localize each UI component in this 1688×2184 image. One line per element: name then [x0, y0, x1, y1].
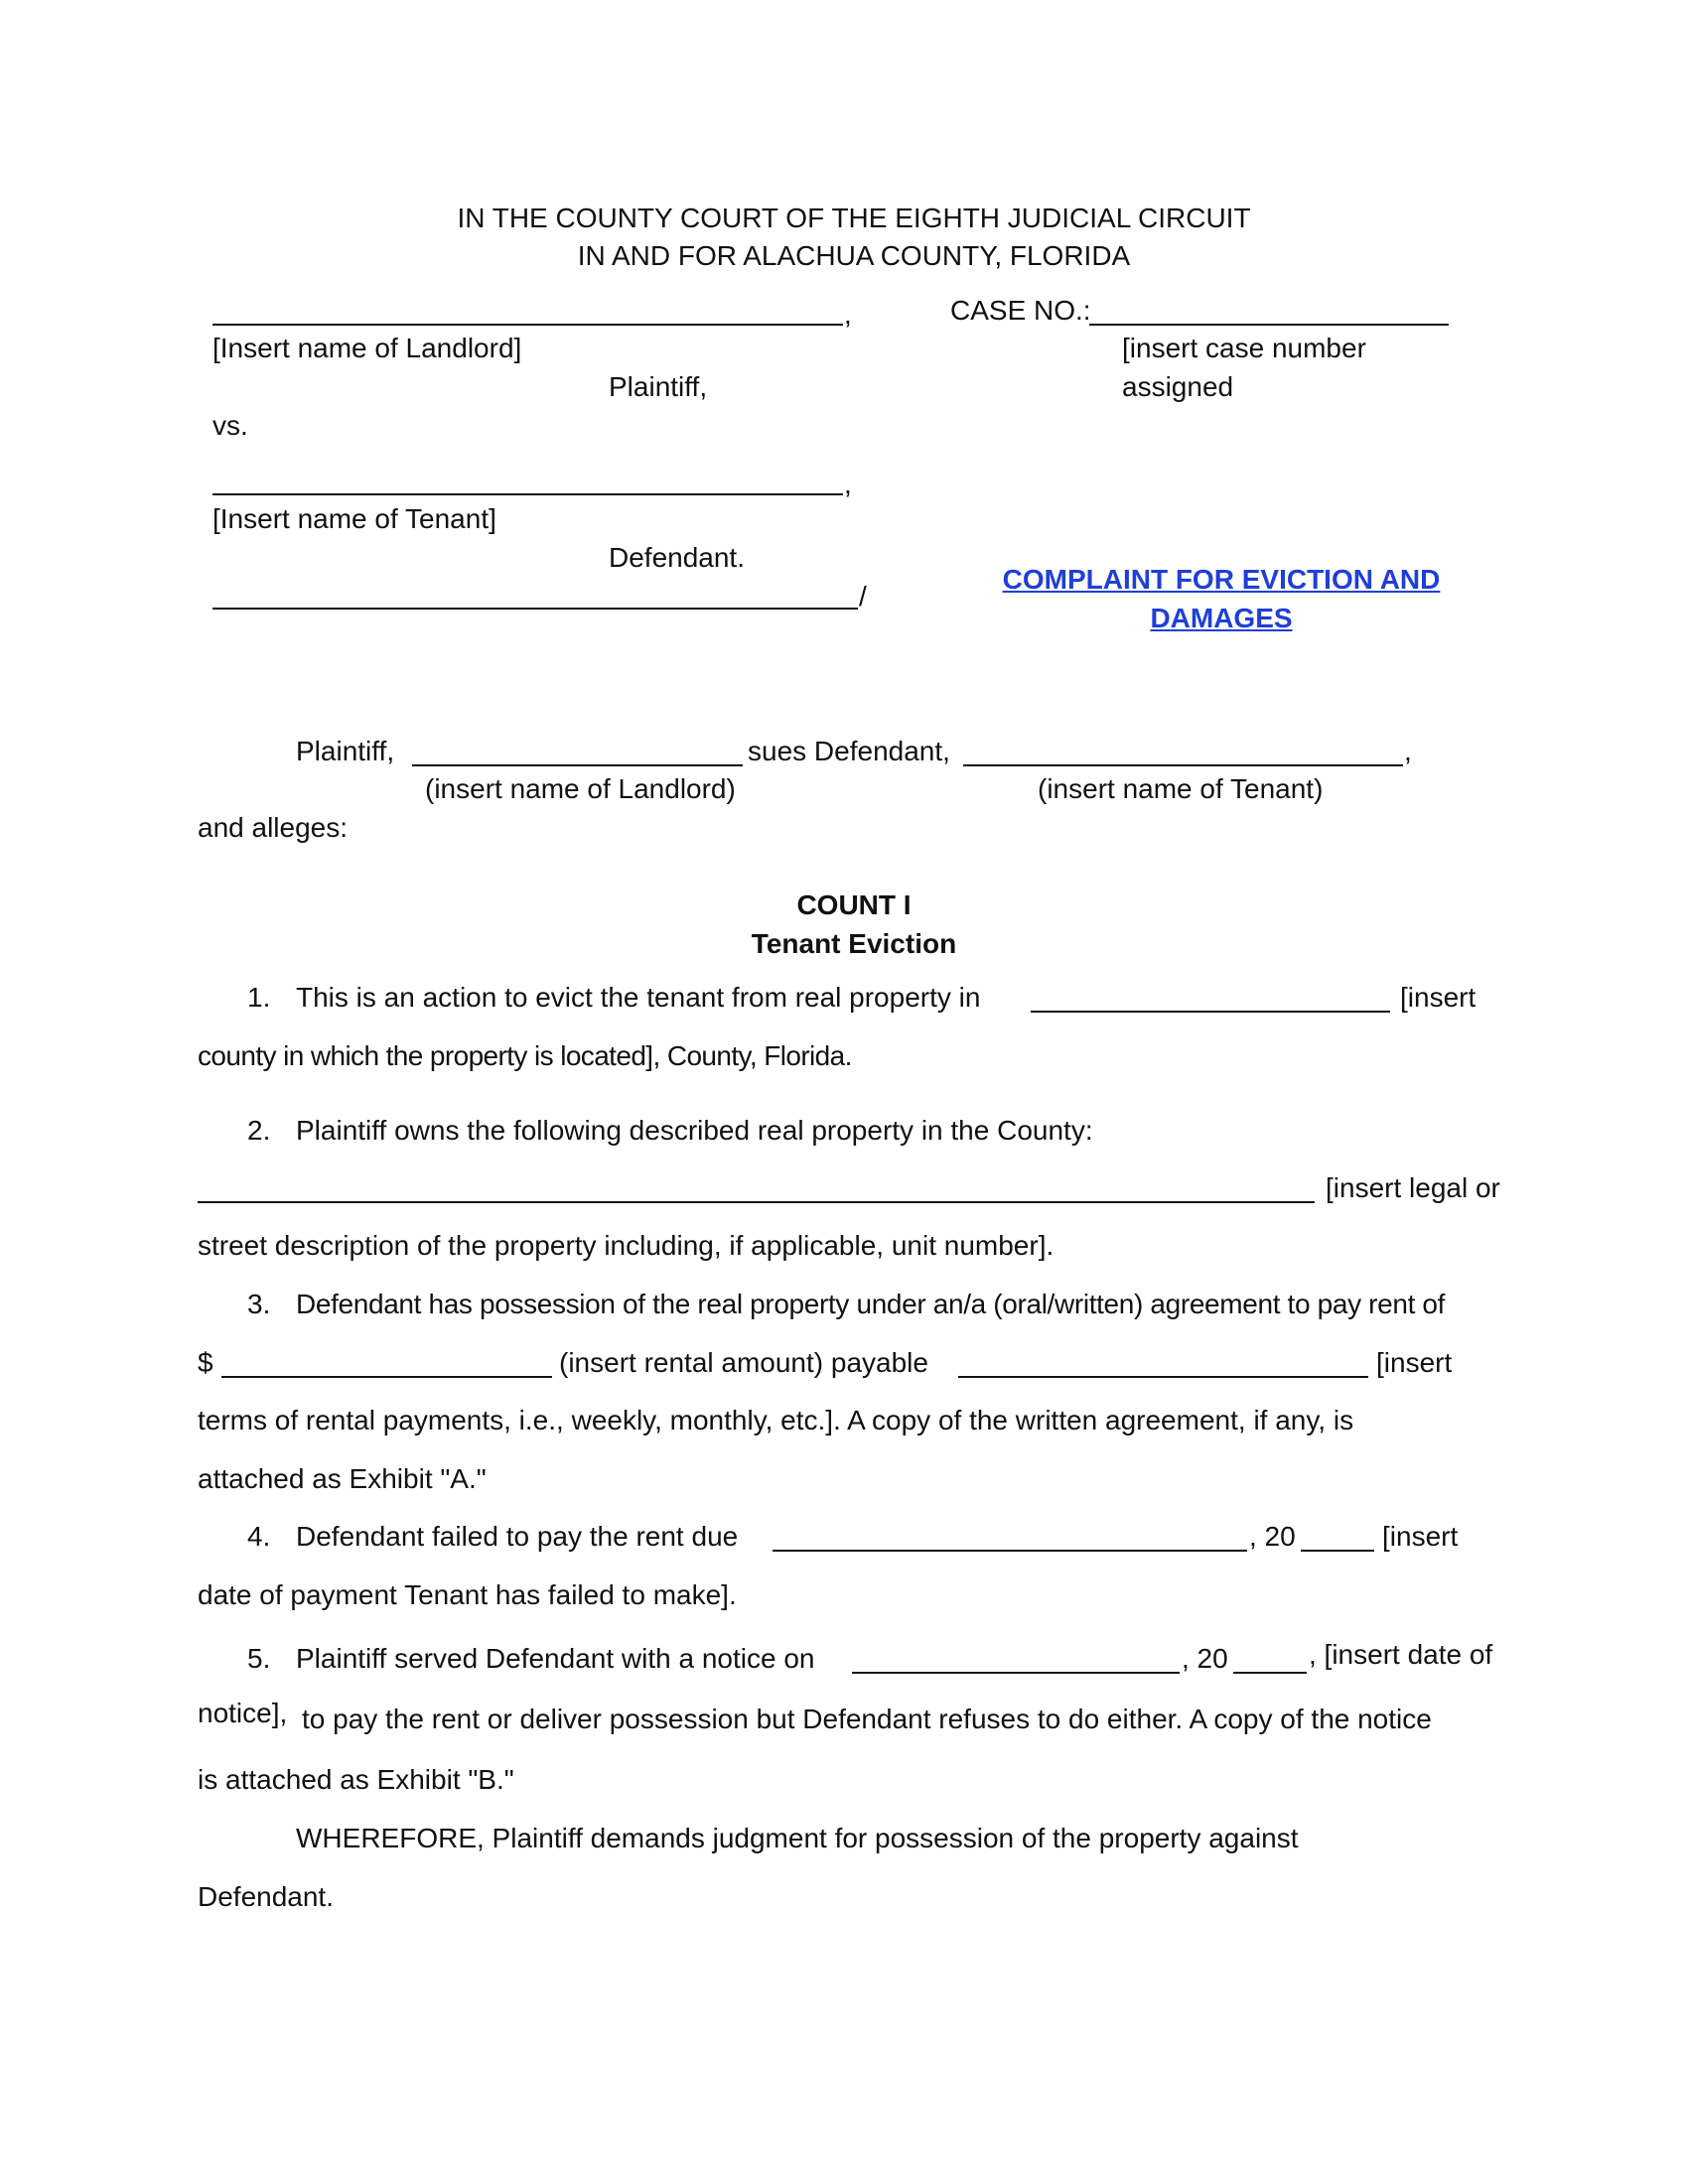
para-4-year-prefix: , 20	[1249, 1521, 1296, 1552]
landlord-hint: [Insert name of Landlord]	[212, 333, 522, 363]
para-4-number: 4.	[247, 1521, 271, 1552]
intro-landlord-hint: (insert name of Landlord)	[425, 773, 736, 804]
para-2-property-line[interactable]	[198, 1201, 1315, 1203]
para-3-text-3: terms of rental payments, i.e., weekly, monthly, etc.]. A copy of the written agreement, if any, is	[198, 1405, 1354, 1435]
court-header-line-1: IN THE COUNTY COURT OF THE EIGHTH JUDICIAL CIRCUIT	[457, 203, 1251, 233]
wherefore-clause: WHEREFORE, Plaintiff demands judgment for possession of the property against	[296, 1823, 1299, 1853]
para-1-hint: [insert	[1400, 982, 1477, 1013]
para-4-date-line[interactable]	[773, 1550, 1247, 1552]
count-title: COUNT I	[796, 889, 912, 920]
para-1-county-line[interactable]	[1031, 1011, 1390, 1013]
wherefore-clause-2: Defendant.	[198, 1881, 334, 1912]
para-1-text: This is an action to evict the tenant from real property in	[296, 982, 981, 1013]
para-3-text-2: (insert rental amount) payable	[559, 1347, 928, 1378]
complaint-title-line-1[interactable]: COMPLAINT FOR EVICTION AND	[1002, 564, 1441, 595]
case-number-line[interactable]	[1089, 324, 1449, 326]
para-3-terms-line[interactable]	[958, 1376, 1368, 1378]
para-5-text-2: to pay the rent or deliver possession but Defendant refuses to do either. A copy of the notice	[302, 1704, 1432, 1734]
count-subtitle: Tenant Eviction	[751, 928, 957, 959]
para-3-rent-line[interactable]	[221, 1376, 552, 1378]
para-3-text: Defendant has possession of the real property under an/a (oral/written) agreement to pay rent of	[296, 1289, 1446, 1319]
caption-comma: ,	[844, 299, 852, 330]
para-3-dollar: $	[198, 1347, 213, 1378]
caption-comma-2: ,	[844, 469, 852, 499]
para-4-text-2: date of payment Tenant has failed to make].	[198, 1579, 737, 1610]
landlord-name-line[interactable]	[212, 324, 843, 326]
para-5-year-line[interactable]	[1233, 1672, 1307, 1674]
caption-closing-line	[212, 608, 858, 610]
tenant-name-line[interactable]	[212, 493, 843, 495]
para-5-hint-2: notice],	[198, 1698, 288, 1728]
tenant-hint: [Insert name of Tenant]	[212, 503, 496, 534]
para-4-year-line[interactable]	[1301, 1550, 1374, 1552]
court-header-line-2: IN AND FOR ALACHUA COUNTY, FLORIDA	[577, 240, 1131, 271]
para-4-hint: [insert	[1382, 1521, 1459, 1552]
complaint-title-line-2[interactable]: DAMAGES	[1150, 603, 1293, 633]
para-5-date-line[interactable]	[852, 1672, 1180, 1674]
case-number-hint-1: [insert case number	[1122, 333, 1366, 363]
para-5-number: 5.	[247, 1643, 271, 1674]
intro-sues: sues Defendant,	[748, 736, 950, 766]
defendant-label: Defendant.	[609, 542, 745, 573]
para-3-hint: [insert	[1376, 1347, 1453, 1378]
intro-landlord-line[interactable]	[412, 764, 743, 766]
para-5-hint: , [insert date of	[1309, 1639, 1493, 1670]
para-3-number: 3.	[247, 1289, 271, 1319]
intro-plaintiff: Plaintiff,	[296, 736, 395, 766]
case-number-hint-2: assigned	[1122, 371, 1234, 402]
intro-comma: ,	[1404, 736, 1412, 766]
versus-label: vs.	[212, 410, 248, 441]
intro-tenant-hint: (insert name of Tenant)	[1038, 773, 1324, 804]
para-1-number: 1.	[247, 982, 271, 1013]
para-2-number: 2.	[247, 1115, 271, 1146]
para-5-text: Plaintiff served Defendant with a notice on	[296, 1643, 815, 1674]
caption-slash: /	[859, 581, 867, 612]
intro-alleges: and alleges:	[198, 812, 349, 843]
plaintiff-label: Plaintiff,	[609, 371, 708, 402]
para-5-year-prefix: , 20	[1182, 1643, 1228, 1674]
para-3-text-4: attached as Exhibit "A."	[198, 1463, 487, 1494]
para-2-text-2: street description of the property including, if applicable, unit number].	[198, 1230, 1055, 1261]
para-1-text-2: county in which the property is located], County, Florida.	[198, 1040, 852, 1071]
para-2-hint: [insert legal or	[1326, 1172, 1500, 1203]
intro-tenant-line[interactable]	[963, 764, 1403, 766]
para-4-text: Defendant failed to pay the rent due	[296, 1521, 739, 1552]
case-number-label: CASE NO.:	[950, 295, 1091, 326]
para-5-text-3: is attached as Exhibit "B."	[198, 1764, 514, 1795]
para-2-text: Plaintiff owns the following described real property in the County:	[296, 1115, 1093, 1146]
